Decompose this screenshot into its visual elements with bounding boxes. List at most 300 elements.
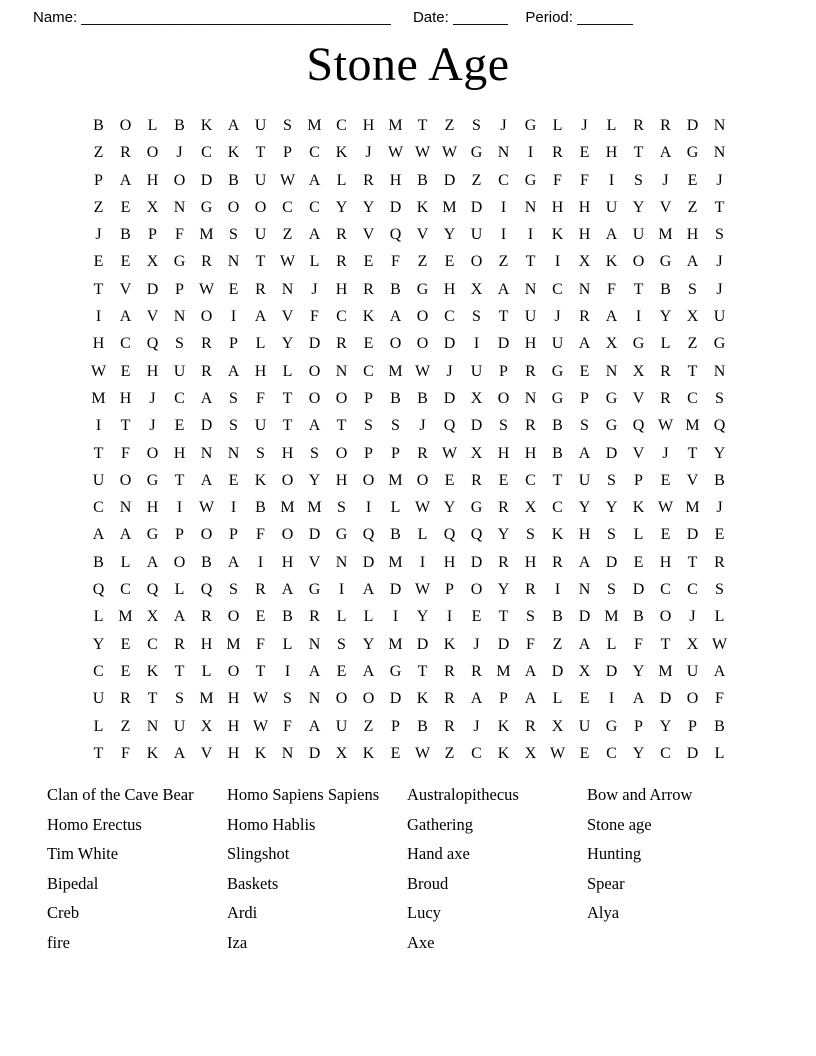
grid-cell[interactable]: J xyxy=(365,144,372,162)
grid-cell[interactable]: L xyxy=(390,499,401,517)
grid-cell[interactable]: G xyxy=(605,417,618,435)
grid-cell[interactable]: G xyxy=(416,280,429,298)
word-list-item[interactable]: Ardi xyxy=(227,903,258,923)
grid-cell[interactable]: S xyxy=(526,608,535,626)
grid-cell[interactable]: M xyxy=(307,117,322,134)
grid-cell[interactable]: R xyxy=(201,362,212,380)
grid-cell[interactable]: E xyxy=(120,662,131,680)
grid-cell[interactable]: F xyxy=(283,717,292,735)
grid-cell[interactable]: B xyxy=(552,444,563,462)
grid-cell[interactable]: Y xyxy=(578,499,591,517)
grid-cell[interactable]: Q xyxy=(92,581,105,599)
grid-cell[interactable]: Y xyxy=(281,335,294,353)
grid-cell[interactable]: Z xyxy=(417,253,428,271)
grid-cell[interactable]: C xyxy=(687,389,698,407)
grid-cell[interactable]: T xyxy=(687,553,698,571)
grid-cell[interactable]: H xyxy=(92,335,105,353)
grid-cell[interactable]: J xyxy=(149,417,156,435)
grid-cell[interactable]: O xyxy=(227,198,240,216)
grid-cell[interactable]: A xyxy=(524,690,537,708)
grid-cell[interactable]: S xyxy=(229,581,238,599)
grid-cell[interactable]: I xyxy=(284,662,291,680)
grid-cell[interactable]: U xyxy=(92,471,105,489)
grid-cell[interactable]: L xyxy=(201,662,212,680)
grid-cell[interactable]: E xyxy=(363,253,374,271)
grid-cell[interactable]: I xyxy=(230,499,237,517)
grid-cell[interactable]: T xyxy=(714,198,725,216)
grid-cell[interactable]: U xyxy=(578,717,591,735)
grid-cell[interactable]: L xyxy=(282,362,293,380)
grid-cell[interactable]: Y xyxy=(335,198,348,216)
grid-cell[interactable]: H xyxy=(389,171,402,189)
date-blank-field[interactable]: _______ xyxy=(452,9,509,26)
grid-cell[interactable]: H xyxy=(524,335,537,353)
grid-cell[interactable]: Z xyxy=(552,635,563,653)
grid-cell[interactable]: R xyxy=(255,280,266,298)
grid-cell[interactable]: I xyxy=(446,608,453,626)
grid-cell[interactable]: T xyxy=(336,417,347,435)
grid-cell[interactable]: W xyxy=(90,362,107,380)
grid-cell[interactable]: U xyxy=(470,362,483,380)
grid-cell[interactable]: P xyxy=(634,717,643,735)
grid-cell[interactable]: A xyxy=(659,144,672,162)
grid-cell[interactable]: D xyxy=(200,171,213,189)
grid-cell[interactable]: E xyxy=(93,253,104,271)
grid-cell[interactable]: J xyxy=(446,362,453,380)
grid-cell[interactable]: G xyxy=(551,362,564,380)
grid-cell[interactable]: F xyxy=(391,253,400,271)
grid-cell[interactable]: T xyxy=(633,280,644,298)
grid-cell[interactable]: C xyxy=(309,198,320,216)
grid-cell[interactable]: R xyxy=(201,335,212,353)
grid-cell[interactable]: W xyxy=(549,744,566,762)
grid-cell[interactable]: M xyxy=(91,389,106,407)
grid-cell[interactable]: H xyxy=(335,280,348,298)
grid-cell[interactable]: O xyxy=(308,362,321,380)
grid-cell[interactable]: U xyxy=(578,471,591,489)
grid-cell[interactable]: E xyxy=(633,553,644,571)
grid-cell[interactable]: I xyxy=(95,308,102,326)
grid-cell[interactable]: W xyxy=(414,144,431,162)
grid-cell[interactable]: J xyxy=(716,280,723,298)
grid-cell[interactable]: X xyxy=(551,717,564,735)
grid-cell[interactable]: R xyxy=(552,144,563,162)
grid-cell[interactable]: O xyxy=(335,690,348,708)
grid-cell[interactable]: O xyxy=(281,526,294,544)
grid-cell[interactable]: I xyxy=(338,581,345,599)
grid-cell[interactable]: K xyxy=(416,690,429,708)
grid-cell[interactable]: L xyxy=(309,253,320,271)
grid-cell[interactable]: O xyxy=(470,581,483,599)
grid-cell[interactable]: A xyxy=(578,444,591,462)
grid-cell[interactable]: A xyxy=(497,280,510,298)
grid-cell[interactable]: D xyxy=(470,417,483,435)
grid-cell[interactable]: Q xyxy=(146,581,159,599)
grid-cell[interactable]: R xyxy=(525,362,536,380)
grid-cell[interactable]: T xyxy=(120,417,131,435)
grid-cell[interactable]: O xyxy=(497,389,510,407)
grid-cell[interactable]: H xyxy=(578,226,591,244)
grid-cell[interactable]: B xyxy=(633,608,644,626)
grid-cell[interactable]: S xyxy=(175,335,184,353)
grid-cell[interactable]: F xyxy=(310,308,319,326)
grid-cell[interactable]: N xyxy=(173,308,186,326)
grid-cell[interactable]: I xyxy=(176,499,183,517)
grid-cell[interactable]: T xyxy=(282,417,293,435)
grid-cell[interactable]: W xyxy=(198,280,215,298)
grid-cell[interactable]: A xyxy=(119,526,132,544)
word-list-item[interactable]: Stone age xyxy=(587,814,652,834)
grid-cell[interactable]: W xyxy=(711,635,728,653)
grid-cell[interactable]: D xyxy=(686,117,699,134)
grid-cell[interactable]: P xyxy=(364,389,373,407)
grid-cell[interactable]: A xyxy=(308,717,321,735)
grid-cell[interactable]: P xyxy=(445,581,454,599)
grid-cell[interactable]: C xyxy=(174,389,185,407)
grid-cell[interactable]: K xyxy=(146,662,159,680)
grid-cell[interactable]: N xyxy=(524,198,537,216)
grid-cell[interactable]: S xyxy=(175,690,184,708)
grid-cell[interactable]: R xyxy=(714,553,725,571)
grid-cell[interactable]: B xyxy=(552,608,563,626)
grid-cell[interactable]: U xyxy=(173,362,186,380)
grid-cell[interactable]: O xyxy=(308,389,321,407)
grid-cell[interactable]: S xyxy=(580,417,589,435)
grid-cell[interactable]: H xyxy=(497,444,510,462)
grid-cell[interactable]: D xyxy=(443,335,456,353)
grid-cell[interactable]: H xyxy=(146,499,159,517)
grid-cell[interactable]: L xyxy=(336,608,347,626)
grid-cell[interactable]: Q xyxy=(146,335,159,353)
grid-cell[interactable]: F xyxy=(121,744,130,762)
grid-cell[interactable]: D xyxy=(605,444,618,462)
grid-cell[interactable]: L xyxy=(363,608,374,626)
word-list-item[interactable]: Slingshot xyxy=(227,844,290,864)
grid-cell[interactable]: K xyxy=(416,198,429,216)
grid-cell[interactable]: N xyxy=(146,717,159,735)
grid-cell[interactable]: Q xyxy=(632,417,645,435)
grid-cell[interactable]: G xyxy=(605,389,618,407)
grid-cell[interactable]: E xyxy=(390,744,401,762)
grid-cell[interactable]: O xyxy=(416,335,429,353)
grid-cell[interactable]: N xyxy=(119,499,132,517)
grid-cell[interactable]: X xyxy=(335,744,348,762)
grid-cell[interactable]: R xyxy=(336,335,347,353)
word-list-item[interactable]: Baskets xyxy=(227,873,279,893)
grid-cell[interactable]: M xyxy=(388,553,403,571)
grid-cell[interactable]: J xyxy=(176,144,183,162)
grid-cell[interactable]: R xyxy=(417,444,428,462)
grid-cell[interactable]: J xyxy=(716,253,723,271)
grid-cell[interactable]: N xyxy=(200,444,213,462)
grid-cell[interactable]: K xyxy=(335,144,348,162)
grid-cell[interactable]: N xyxy=(524,280,537,298)
grid-cell[interactable]: U xyxy=(173,717,186,735)
word-list-item[interactable]: Lucy xyxy=(407,903,441,923)
grid-cell[interactable]: M xyxy=(685,499,700,517)
grid-cell[interactable]: H xyxy=(227,744,240,762)
grid-cell[interactable]: V xyxy=(659,198,672,216)
grid-cell[interactable]: I xyxy=(608,690,615,708)
grid-cell[interactable]: X xyxy=(578,253,591,271)
grid-cell[interactable]: L xyxy=(606,635,617,653)
grid-cell[interactable]: Z xyxy=(471,171,482,189)
grid-cell[interactable]: I xyxy=(635,308,642,326)
word-list-item[interactable]: Alya xyxy=(587,903,620,923)
grid-cell[interactable]: J xyxy=(311,280,318,298)
grid-cell[interactable]: U xyxy=(632,226,645,244)
grid-cell[interactable]: R xyxy=(660,117,671,134)
grid-cell[interactable]: Q xyxy=(362,526,375,544)
grid-cell[interactable]: F xyxy=(175,226,184,244)
grid-cell[interactable]: D xyxy=(443,389,456,407)
grid-cell[interactable]: V xyxy=(632,444,645,462)
grid-cell[interactable]: G xyxy=(605,717,618,735)
grid-cell[interactable]: E xyxy=(120,362,131,380)
grid-cell[interactable]: S xyxy=(229,417,238,435)
grid-cell[interactable]: N xyxy=(605,362,618,380)
grid-cell[interactable]: L xyxy=(174,581,185,599)
grid-cell[interactable]: U xyxy=(254,226,267,244)
grid-cell[interactable]: P xyxy=(499,690,508,708)
grid-cell[interactable]: S xyxy=(283,117,292,134)
grid-cell[interactable]: A xyxy=(362,581,375,599)
grid-cell[interactable]: T xyxy=(687,362,698,380)
grid-cell[interactable]: V xyxy=(119,280,132,298)
grid-cell[interactable]: M xyxy=(388,362,403,380)
grid-cell[interactable]: B xyxy=(201,553,212,571)
grid-cell[interactable]: I xyxy=(473,335,480,353)
grid-cell[interactable]: D xyxy=(308,526,321,544)
grid-cell[interactable]: R xyxy=(498,553,509,571)
grid-cell[interactable]: A xyxy=(308,226,321,244)
word-list-item[interactable]: Homo Sapiens Sapiens xyxy=(227,785,380,804)
period-blank-field[interactable]: _______ xyxy=(576,9,633,26)
grid-cell[interactable]: H xyxy=(119,389,132,407)
grid-cell[interactable]: A xyxy=(632,690,645,708)
grid-cell[interactable]: B xyxy=(714,717,725,735)
grid-cell[interactable]: D xyxy=(497,635,510,653)
grid-cell[interactable]: P xyxy=(148,226,157,244)
grid-cell[interactable]: Y xyxy=(605,499,618,517)
grid-cell[interactable]: D xyxy=(578,608,591,626)
grid-cell[interactable]: E xyxy=(579,362,590,380)
grid-cell[interactable]: G xyxy=(686,144,699,162)
grid-cell[interactable]: G xyxy=(335,526,348,544)
grid-cell[interactable]: W xyxy=(414,499,431,517)
word-list-item[interactable]: Australopithecus xyxy=(407,785,519,804)
grid-cell[interactable]: V xyxy=(416,226,429,244)
grid-cell[interactable]: T xyxy=(174,662,185,680)
grid-cell[interactable]: A xyxy=(119,171,132,189)
grid-cell[interactable]: S xyxy=(472,117,481,134)
grid-cell[interactable]: L xyxy=(282,635,293,653)
grid-cell[interactable]: P xyxy=(688,717,697,735)
grid-cell[interactable]: T xyxy=(687,444,698,462)
grid-cell[interactable]: A xyxy=(605,226,618,244)
grid-cell[interactable]: I xyxy=(608,171,615,189)
grid-cell[interactable]: H xyxy=(146,171,159,189)
grid-cell[interactable]: T xyxy=(282,389,293,407)
grid-cell[interactable]: E xyxy=(228,471,239,489)
grid-cell[interactable]: E xyxy=(120,635,131,653)
grid-cell[interactable]: K xyxy=(254,744,267,762)
grid-cell[interactable]: J xyxy=(716,499,723,517)
grid-cell[interactable]: X xyxy=(632,362,645,380)
grid-cell[interactable]: I xyxy=(500,198,507,216)
grid-cell[interactable]: G xyxy=(389,662,402,680)
grid-cell[interactable]: Y xyxy=(497,581,510,599)
grid-cell[interactable]: T xyxy=(255,662,266,680)
grid-cell[interactable]: B xyxy=(390,280,401,298)
grid-cell[interactable]: I xyxy=(527,226,534,244)
grid-cell[interactable]: N xyxy=(281,744,294,762)
grid-cell[interactable]: K xyxy=(443,635,456,653)
grid-cell[interactable]: J xyxy=(581,117,588,134)
grid-cell[interactable]: S xyxy=(634,171,643,189)
grid-cell[interactable]: A xyxy=(362,662,375,680)
grid-cell[interactable]: F xyxy=(634,635,643,653)
grid-cell[interactable]: S xyxy=(607,471,616,489)
grid-cell[interactable]: O xyxy=(416,471,429,489)
grid-cell[interactable]: K xyxy=(605,253,618,271)
grid-cell[interactable]: G xyxy=(146,471,159,489)
grid-cell[interactable]: X xyxy=(578,662,591,680)
grid-cell[interactable]: S xyxy=(607,526,616,544)
grid-cell[interactable]: A xyxy=(227,362,240,380)
grid-cell[interactable]: W xyxy=(657,417,674,435)
grid-cell[interactable]: B xyxy=(255,499,266,517)
grid-cell[interactable]: D xyxy=(686,744,699,762)
grid-cell[interactable]: P xyxy=(580,389,589,407)
grid-cell[interactable]: T xyxy=(498,308,509,326)
grid-cell[interactable]: A xyxy=(524,662,537,680)
grid-cell[interactable]: S xyxy=(499,417,508,435)
grid-cell[interactable]: E xyxy=(174,417,185,435)
grid-cell[interactable]: P xyxy=(229,526,238,544)
grid-cell[interactable]: J xyxy=(716,171,723,189)
grid-cell[interactable]: X xyxy=(146,608,159,626)
grid-cell[interactable]: M xyxy=(685,417,700,435)
grid-cell[interactable]: W xyxy=(279,171,296,189)
grid-cell[interactable]: S xyxy=(229,389,238,407)
grid-cell[interactable]: H xyxy=(281,444,294,462)
grid-cell[interactable]: Q xyxy=(470,526,483,544)
grid-cell[interactable]: A xyxy=(470,690,483,708)
grid-cell[interactable]: D xyxy=(389,198,402,216)
grid-cell[interactable]: J xyxy=(419,417,426,435)
grid-cell[interactable]: V xyxy=(632,389,645,407)
grid-cell[interactable]: H xyxy=(335,471,348,489)
grid-cell[interactable]: C xyxy=(363,362,374,380)
grid-cell[interactable]: Y xyxy=(497,526,510,544)
grid-cell[interactable]: Z xyxy=(498,253,509,271)
grid-cell[interactable]: S xyxy=(337,635,346,653)
grid-cell[interactable]: K xyxy=(227,144,240,162)
grid-cell[interactable]: D xyxy=(632,581,645,599)
grid-cell[interactable]: D xyxy=(605,662,618,680)
grid-cell[interactable]: C xyxy=(444,308,455,326)
grid-cell[interactable]: R xyxy=(363,280,374,298)
grid-cell[interactable]: M xyxy=(280,499,295,517)
grid-cell[interactable]: A xyxy=(308,171,321,189)
grid-cell[interactable]: R xyxy=(471,471,482,489)
grid-cell[interactable]: O xyxy=(470,253,483,271)
grid-cell[interactable]: B xyxy=(417,717,428,735)
grid-cell[interactable]: R xyxy=(201,608,212,626)
grid-cell[interactable]: R xyxy=(498,499,509,517)
grid-cell[interactable]: P xyxy=(634,471,643,489)
word-list-item[interactable]: Creb xyxy=(47,903,80,923)
grid-cell[interactable]: V xyxy=(308,553,321,571)
grid-cell[interactable]: O xyxy=(119,117,132,134)
grid-cell[interactable]: T xyxy=(417,662,428,680)
grid-cell[interactable]: F xyxy=(607,280,616,298)
grid-cell[interactable]: K xyxy=(200,117,213,134)
grid-cell[interactable]: P xyxy=(391,717,400,735)
grid-cell[interactable]: A xyxy=(227,553,240,571)
grid-cell[interactable]: K xyxy=(497,717,510,735)
grid-cell[interactable]: C xyxy=(282,198,293,216)
grid-cell[interactable]: A xyxy=(173,608,186,626)
grid-cell[interactable]: Z xyxy=(282,226,293,244)
grid-cell[interactable]: A xyxy=(578,635,591,653)
grid-cell[interactable]: D xyxy=(200,417,213,435)
grid-cell[interactable]: V xyxy=(686,471,699,489)
grid-cell[interactable]: X xyxy=(470,389,483,407)
grid-cell[interactable]: C xyxy=(660,581,671,599)
grid-cell[interactable]: Q xyxy=(443,526,456,544)
grid-cell[interactable]: O xyxy=(200,308,213,326)
grid-cell[interactable]: U xyxy=(524,308,537,326)
grid-cell[interactable]: L xyxy=(552,117,563,134)
grid-cell[interactable]: I xyxy=(257,553,264,571)
grid-cell[interactable]: J xyxy=(662,171,669,189)
grid-cell[interactable]: D xyxy=(686,526,699,544)
grid-cell[interactable]: F xyxy=(256,526,265,544)
grid-cell[interactable]: X xyxy=(146,253,159,271)
grid-cell[interactable]: H xyxy=(362,117,375,134)
grid-cell[interactable]: R xyxy=(633,117,644,134)
grid-cell[interactable]: T xyxy=(660,635,671,653)
grid-cell[interactable]: N xyxy=(713,144,726,162)
grid-cell[interactable]: K xyxy=(254,471,267,489)
grid-cell[interactable]: P xyxy=(499,362,508,380)
word-list-item[interactable]: Hand axe xyxy=(407,844,470,864)
grid-cell[interactable]: S xyxy=(337,499,346,517)
grid-cell[interactable]: Y xyxy=(416,608,429,626)
grid-cell[interactable]: W xyxy=(387,144,404,162)
grid-cell[interactable]: P xyxy=(283,144,292,162)
grid-cell[interactable]: B xyxy=(552,417,563,435)
grid-cell[interactable]: M xyxy=(226,635,241,653)
grid-cell[interactable]: O xyxy=(335,389,348,407)
grid-cell[interactable]: L xyxy=(714,744,725,762)
grid-cell[interactable]: S xyxy=(715,389,724,407)
grid-cell[interactable]: C xyxy=(120,335,131,353)
grid-cell[interactable]: W xyxy=(198,499,215,517)
grid-cell[interactable]: S xyxy=(310,444,319,462)
grid-cell[interactable]: S xyxy=(526,526,535,544)
grid-cell[interactable]: N xyxy=(173,198,186,216)
grid-cell[interactable]: T xyxy=(525,253,536,271)
grid-cell[interactable]: L xyxy=(660,335,671,353)
grid-cell[interactable]: D xyxy=(497,335,510,353)
grid-cell[interactable]: Z xyxy=(93,198,104,216)
word-list-item[interactable]: Homo Erectus xyxy=(47,814,142,834)
grid-cell[interactable]: M xyxy=(199,690,214,708)
grid-cell[interactable]: Z xyxy=(687,198,698,216)
